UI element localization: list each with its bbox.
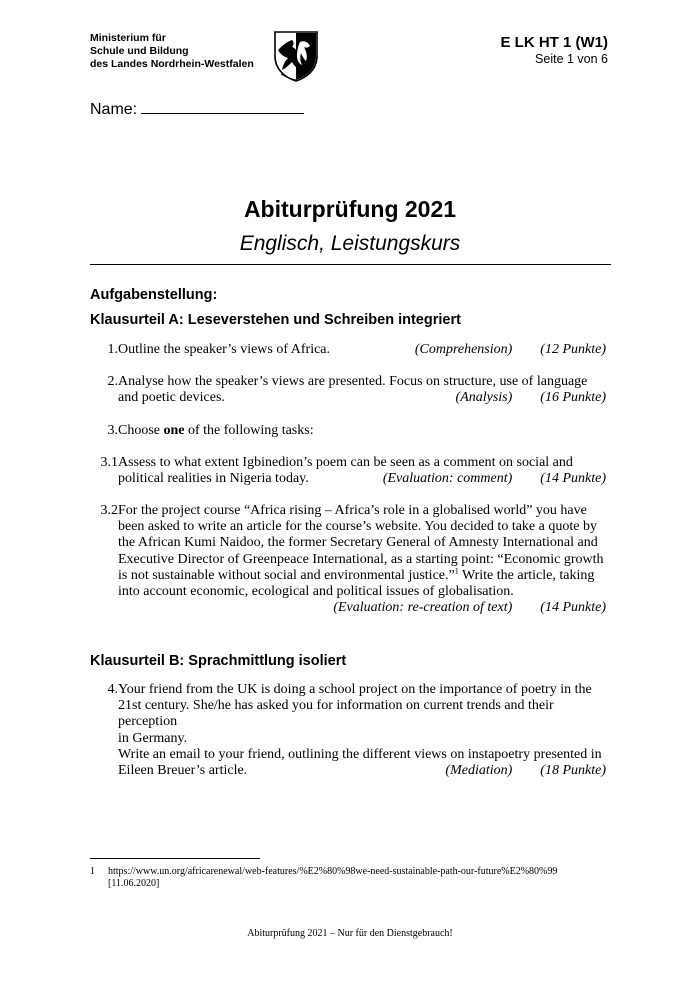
task-text-line: been asked to write an article for the course’s website. You decided to take a quote by xyxy=(118,519,597,535)
task-number: 3. xyxy=(107,423,118,438)
task-text-emphasis: one xyxy=(163,423,185,438)
footnote-number: 1 xyxy=(90,866,95,877)
exam-code: E LK HT 1 (W1) xyxy=(500,34,608,51)
task-text-line: Executive Director of Greenpeace International, as a starting point: “Economic growth xyxy=(118,551,604,567)
task-text-line xyxy=(118,568,606,584)
name-field xyxy=(90,99,304,119)
task-text-line: Write an email to your friend, outlining the different views on instapoetry presented in xyxy=(118,746,602,762)
task-2 xyxy=(90,374,606,408)
ministry-line: Schule und Bildung xyxy=(90,45,189,57)
page-info: Seite 1 von 6 xyxy=(535,52,608,66)
task-text: Choose xyxy=(118,423,164,438)
task-4 xyxy=(90,682,606,779)
footnote-ref: 1 xyxy=(454,566,459,576)
task-1 xyxy=(90,342,606,359)
section-heading: Aufgabenstellung: xyxy=(90,287,218,303)
task-text-line: into account economic, ecological and political issues of globalisation. xyxy=(118,584,514,600)
task-points: (18 Punkte) xyxy=(540,763,606,779)
task-points: (14 Punkte) xyxy=(540,600,606,616)
task-text: Write the article, taking xyxy=(458,567,595,583)
task-text: Outline the speaker’s views of Africa. xyxy=(118,342,331,357)
task-text-line: Assess to what extent Igbinedion’s poem can be seen as a comment on social and xyxy=(118,455,573,470)
task-number: 1. xyxy=(107,342,118,357)
footnote-divider xyxy=(90,858,260,859)
task-number: 3.2 xyxy=(100,503,118,518)
title-divider xyxy=(90,264,611,265)
page-subtitle: Englisch, Leistungskurs xyxy=(239,232,461,255)
task-points: (12 Punkte) xyxy=(540,342,606,357)
name-blank-line xyxy=(141,99,304,114)
exam-code-block xyxy=(501,34,609,67)
ministry-line: des Landes Nordrhein-Westfalen xyxy=(90,58,254,70)
nrw-coat-of-arms-icon xyxy=(272,30,320,82)
task-type: (Evaluation: comment) xyxy=(382,471,513,487)
part-b-heading: Klausurteil B: Sprachmittlung isoliert xyxy=(90,653,347,669)
task-text-line: 21st century. She/he has asked you for information on current trends and their perception xyxy=(118,698,554,730)
name-label: Name: xyxy=(90,101,138,118)
task-points: (14 Punkte) xyxy=(540,471,606,487)
footnote-date: [11.06.2020] xyxy=(108,878,160,889)
task-text-line: political realities in Nigeria today. xyxy=(118,471,309,487)
task-text-line: For the project course “Africa rising – Africa’s role in a globalised world” you have xyxy=(118,503,587,518)
ministry-line: Ministerium für xyxy=(90,32,166,44)
task-3-1 xyxy=(90,455,606,489)
quote-text: is not sustainable without social and environmental justice.” xyxy=(118,567,455,583)
task-type: (Analysis) xyxy=(455,390,513,406)
task-text-line: Analyse how the speaker’s views are presented. Focus on structure, use of language xyxy=(118,374,588,389)
task-3-2 xyxy=(90,503,606,619)
task-text-line: Eileen Breuer’s article. xyxy=(118,763,248,779)
task-type: (Evaluation: re-creation of text) xyxy=(333,600,513,616)
task-number: 4. xyxy=(107,682,118,697)
footnote-url: https://www.un.org/africarenewal/web-features/%E2%80%98we-need-sustainable-path-our-future%E2%80%99 xyxy=(108,866,558,877)
task-3 xyxy=(90,423,606,440)
page-footer: Abiturprüfung 2021 – Nur für den Dienstgebrauch! xyxy=(247,928,453,939)
task-text-line: the African Kumi Naidoo, the former Secretary General of Amnesty International and xyxy=(118,535,598,551)
task-type: (Mediation) xyxy=(445,763,513,779)
task-text: of the following tasks: xyxy=(184,423,314,438)
page-title: Abiturprüfung 2021 xyxy=(243,196,457,222)
task-type: (Comprehension) xyxy=(414,342,513,357)
task-text-line: Your friend from the UK is doing a school project on the importance of poetry in the xyxy=(118,682,592,697)
part-a-heading: Klausurteil A: Leseverstehen und Schreiben integriert xyxy=(90,312,461,328)
task-text-line: and poetic devices. xyxy=(118,390,225,406)
task-number: 2. xyxy=(107,374,118,389)
task-text-line: in Germany. xyxy=(118,730,188,746)
ministry-name xyxy=(90,32,254,71)
task-points: (16 Punkte) xyxy=(540,390,606,406)
task-number: 3.1 xyxy=(100,455,118,470)
